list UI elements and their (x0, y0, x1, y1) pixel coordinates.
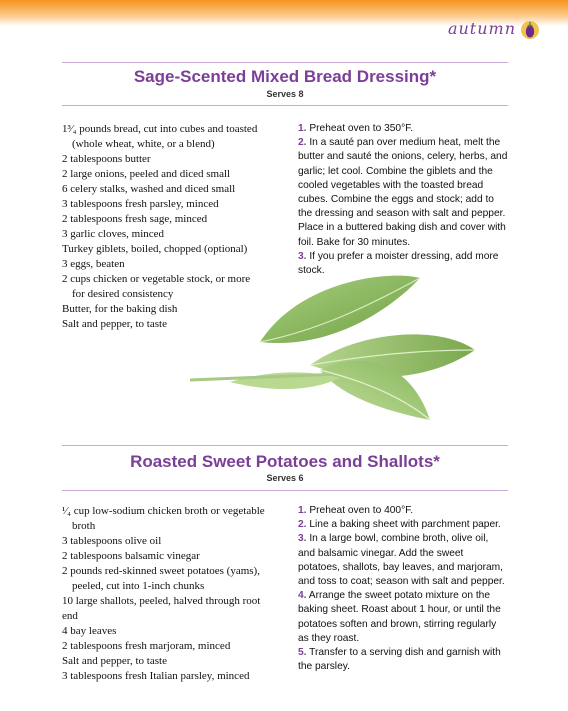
ingredient-item: (whole wheat, white, or a blend) (72, 138, 215, 150)
ingredient-item: 2 large onions, peeled and diced small (62, 168, 231, 180)
step-number: 4. (298, 590, 307, 602)
divider (62, 105, 508, 106)
ingredient-item: 2 pounds red-skinned sweet potatoes (yams), (62, 565, 260, 577)
step-list (298, 504, 508, 674)
divider (62, 490, 508, 491)
eggplant-icon (520, 18, 540, 40)
ingredient-item: 10 large shallots, peeled, halved through root end (62, 595, 261, 622)
ingredient-item: Salt and pepper, to taste (62, 655, 167, 667)
ingredient-item: 2 tablespoons fresh sage, minced (62, 213, 208, 225)
ingredient-item: Butter, for the baking dish (62, 303, 178, 315)
step-item (298, 122, 508, 136)
ingredient-item: 3 tablespoons fresh Italian parsley, minced (62, 670, 250, 682)
ingredient-item: 3 tablespoons fresh parsley, minced (62, 198, 219, 210)
ingredient-item: Salt and pepper, to taste (62, 318, 167, 330)
step-text: Arrange the sweet potato mixture on the baking sheet. Roast about 1 hour, or until the potatoes soften and brown, stirring regularly as they roast. (298, 590, 501, 644)
ingredient-item: 2 tablespoons fresh marjoram, minced (62, 640, 231, 652)
step-number: 1. (298, 505, 307, 516)
divider (62, 62, 508, 63)
recipe-title: Roasted Sweet Potatoes and Shallots* (130, 452, 440, 471)
ingredient-item: 3 garlic cloves, minced (62, 228, 165, 240)
step-text: Line a baking sheet with parchment paper. (309, 519, 501, 531)
step-number: 3. (298, 250, 307, 262)
ingredient-item: 2 cups chicken or vegetable stock, or more (62, 273, 251, 285)
step-text: Transfer to a serving dish and garnish with the parsley. (298, 647, 501, 673)
step-text: Preheat oven to 400°F. (309, 505, 414, 516)
recipe-serves: Serves 8 (266, 89, 304, 99)
step-number: 3. (298, 533, 307, 545)
ingredient-item: peeled, cut into 1-inch chunks (72, 580, 205, 592)
step-number: 2. (298, 519, 307, 531)
step-item (298, 136, 508, 250)
step-item (298, 504, 508, 518)
ingredient-item: 1³⁄₄ pounds bread, cut into cubes and toasted (62, 123, 258, 135)
step-item (298, 589, 508, 646)
ingredient-item: Turkey giblets, boiled, chopped (optional) (62, 243, 248, 255)
step-text: Preheat oven to 350°F. (309, 123, 414, 134)
ingredient-item: ¹⁄₄ cup low-sodium chicken broth or vegetable (62, 505, 265, 517)
step-number: 5. (298, 647, 307, 659)
step-text: In a large bowl, combine broth, olive oil, and balsamic vinegar. Add the sweet potatoes, shallots, bay leaves, and marjoram, and toss to coat; season with salt and pepper. (298, 533, 505, 588)
step-item (298, 532, 508, 589)
ingredient-item: broth (72, 520, 96, 532)
step-item (298, 518, 508, 532)
step-number: 1. (298, 123, 307, 134)
ingredient-item: 3 eggs, beaten (62, 258, 125, 270)
step-text: In a sauté pan over medium heat, melt the butter and sauté the onions, celery, herbs, and garlic; let cool. Combine the giblets and the cooled vegetables with the toasted bread cubes. Combine the eggs and stock; add to the dressing and season with salt and pepper. Place in a buttered baking dish and cover with foil. Bake for 30 minutes. (298, 137, 508, 248)
step-list (298, 122, 508, 278)
step-text: If you prefer a moister dressing, add more stock. (298, 250, 499, 277)
ingredient-item: 3 tablespoons olive oil (62, 535, 162, 547)
divider (62, 445, 508, 446)
step-item (298, 646, 508, 674)
season-label: autumn (447, 19, 516, 38)
ingredient-item: for desired consistency (72, 288, 174, 300)
ingredient-item: 4 bay leaves (62, 625, 117, 637)
sage-leaves-image (190, 270, 490, 430)
ingredient-item: 2 tablespoons balsamic vinegar (62, 550, 200, 562)
recipe-serves: Serves 6 (266, 473, 304, 483)
recipe-title: Sage-Scented Mixed Bread Dressing* (133, 67, 437, 86)
ingredient-item: 2 tablespoons butter (62, 153, 151, 165)
ingredient-item: 6 celery stalks, washed and diced small (62, 183, 236, 195)
step-number: 2. (298, 137, 307, 149)
ingredient-list (62, 504, 277, 684)
